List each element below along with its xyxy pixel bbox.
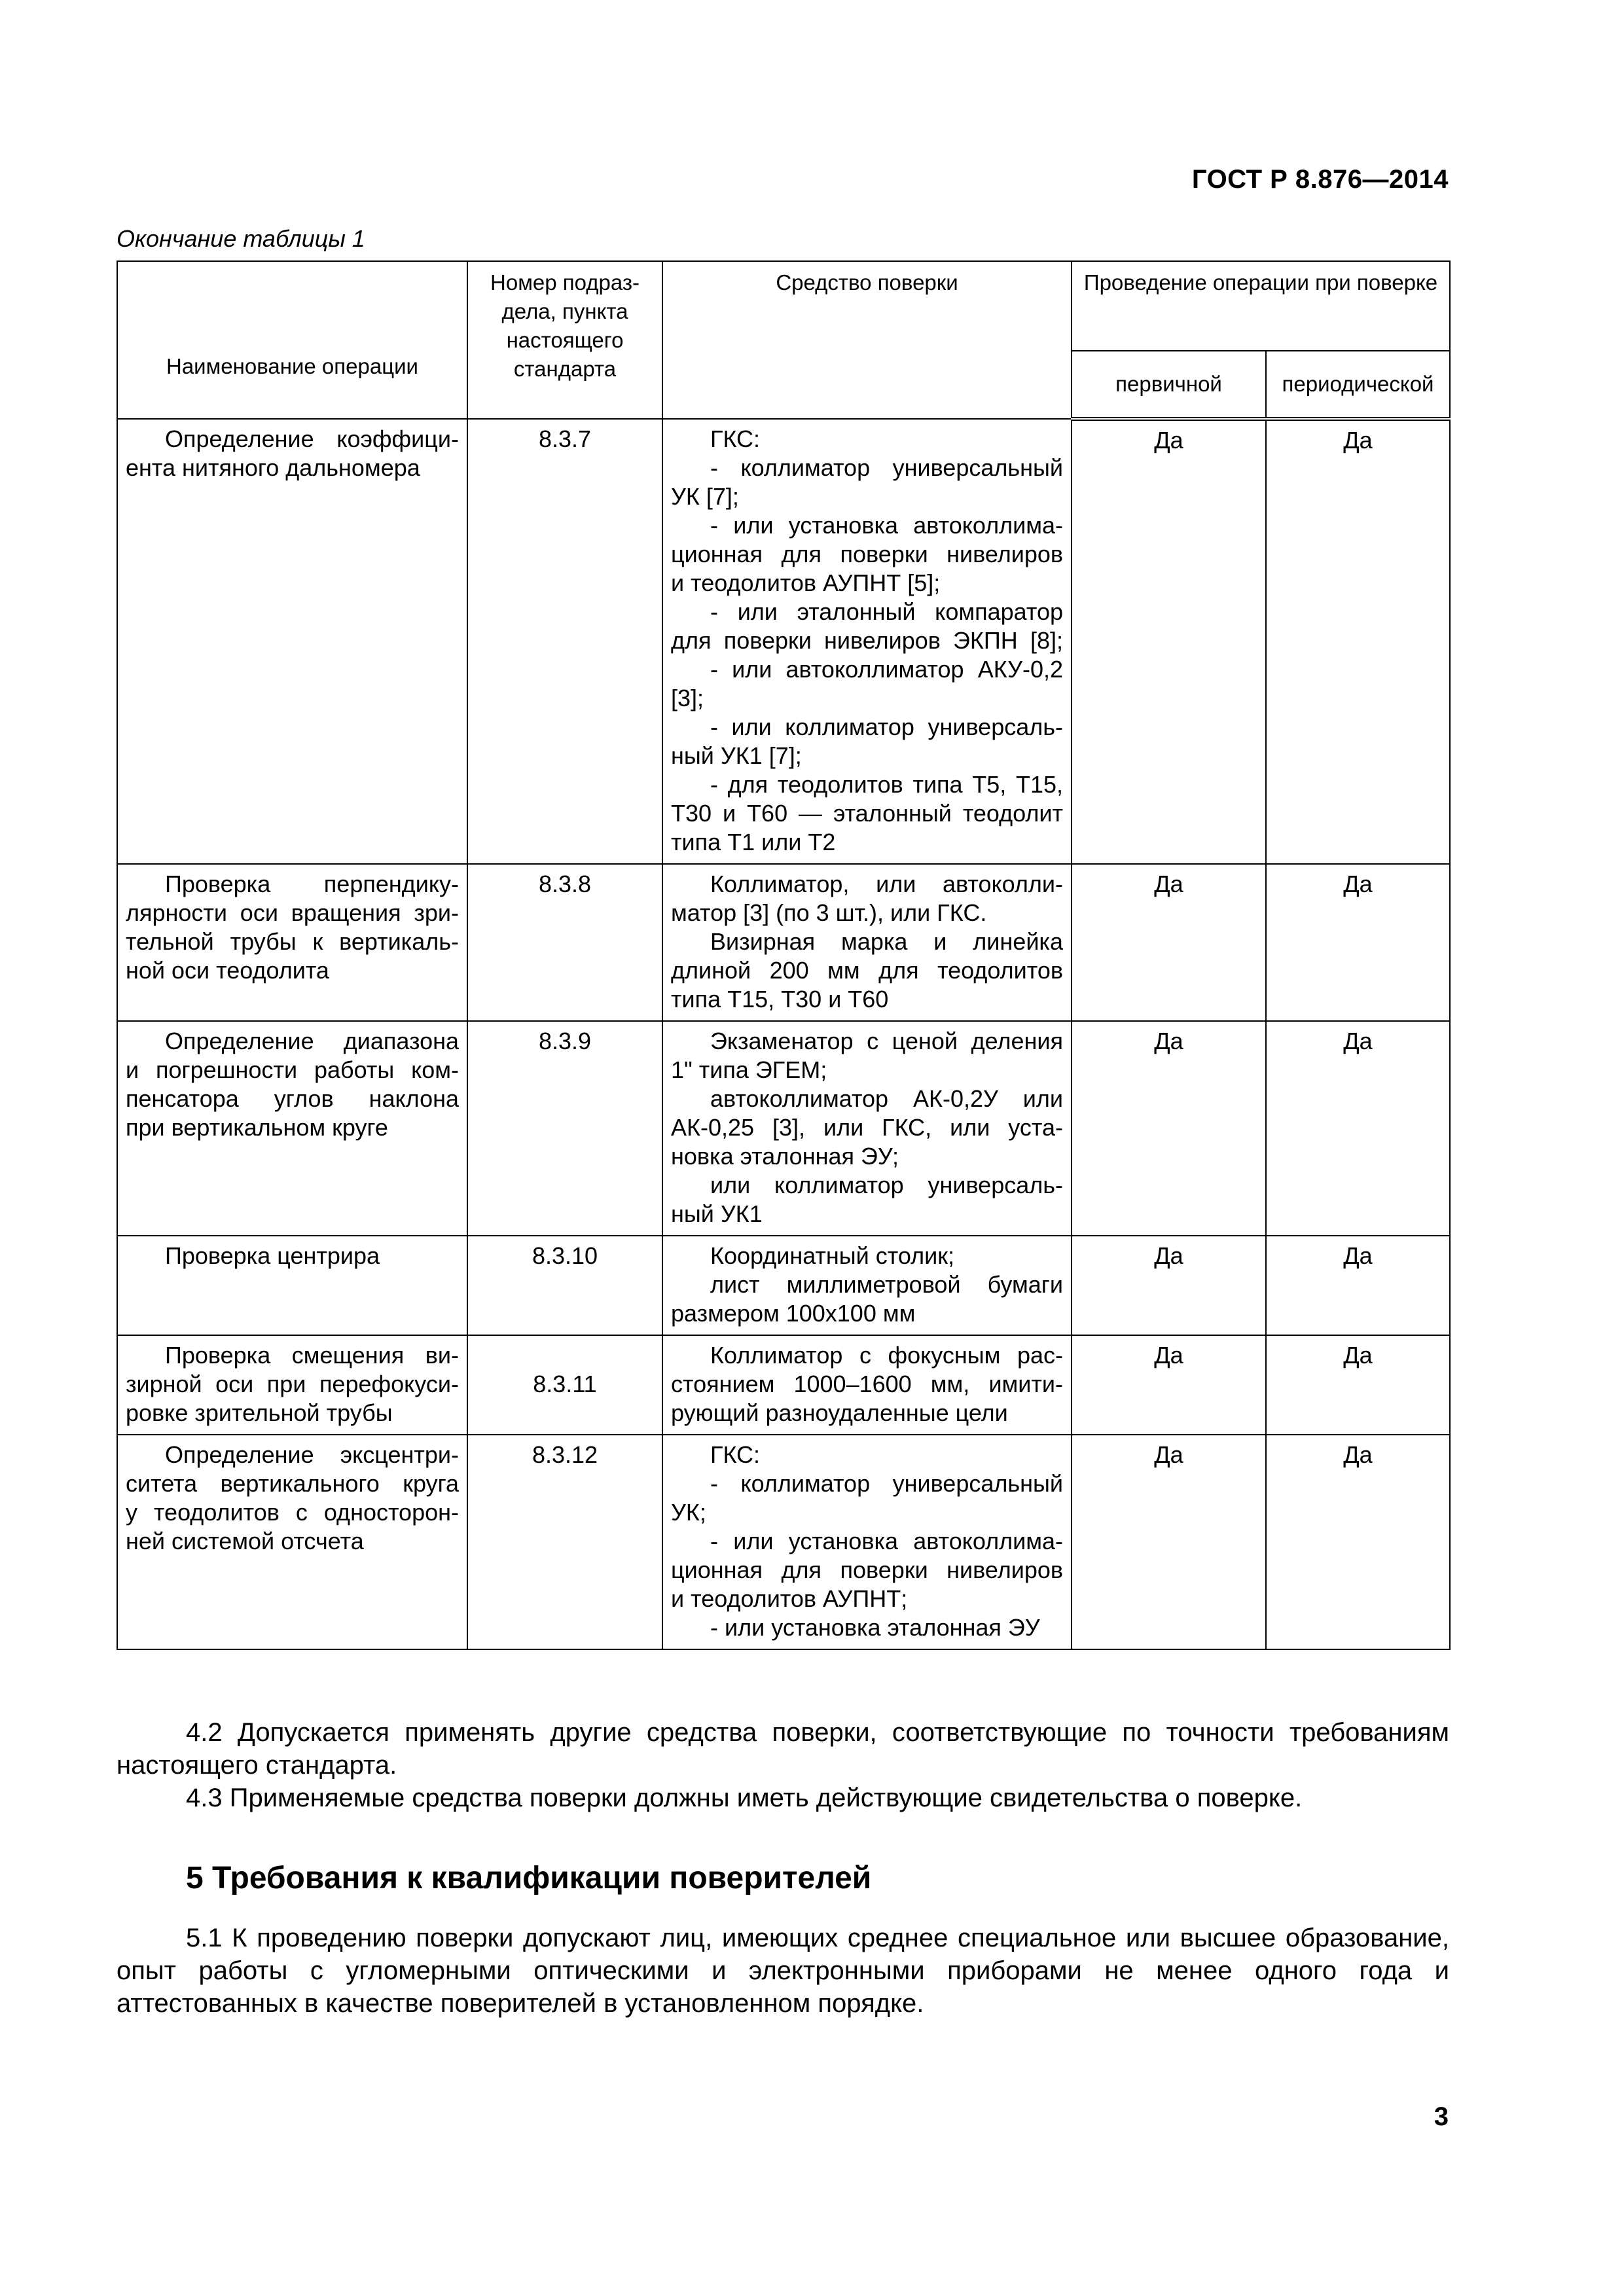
table-row: [117, 1236, 1450, 1335]
means-line: ционная для поверки нивелиров: [671, 1556, 1063, 1583]
means-line: автоколлиматор АК-0,2У или: [710, 1085, 1063, 1112]
means-line: - или установка эталонная ЭУ: [710, 1614, 1040, 1641]
verification-means-cell: [662, 1335, 1072, 1435]
means-line: - или эталонный компаратор: [710, 598, 1063, 625]
operation-name-cell: [117, 864, 467, 1021]
verification-operations-table: [117, 260, 1451, 1650]
means-line: и теодолитов АУПНТ;: [671, 1585, 908, 1612]
operation-name-line: ровке зрительной трубы: [126, 1399, 393, 1426]
verification-means-cell: [662, 419, 1072, 864]
means-line: ГКС:: [710, 425, 761, 452]
primary-cell: Да: [1072, 1236, 1266, 1335]
means-line: АК-0,25 [3], или ГКС, или уста-: [671, 1114, 1063, 1141]
periodic-cell: Да: [1266, 1335, 1450, 1435]
header-operation-name: Наименование операции: [117, 261, 467, 419]
means-line: размером 100х100 мм: [671, 1300, 916, 1327]
table-row: [117, 1021, 1450, 1236]
verification-means-cell: [662, 864, 1072, 1021]
means-line: - коллиматор универсальный: [710, 454, 1063, 481]
means-line: лист миллиметровой бумаги: [710, 1271, 1063, 1298]
paragraph-text: 4.2 Допускается применять другие средства поверки, соответствующие по точности требованиям настоящего стандарта.: [117, 1718, 1449, 1780]
means-line: Коллиматор, или автоколли-: [710, 870, 1063, 897]
header-periodic: периодической: [1266, 351, 1450, 419]
verification-means-cell: [662, 1435, 1072, 1649]
means-line: типа Т1 или Т2: [671, 829, 836, 855]
operation-name-line: Определение диапазона: [165, 1028, 459, 1054]
means-line: типа Т15, Т30 и Т60: [671, 986, 889, 1013]
section-number-cell: 8.3.10: [467, 1236, 662, 1335]
header-conduct: Проведение операции при поверке: [1072, 261, 1450, 351]
operation-name-line: Проверка центрира: [165, 1242, 380, 1269]
header-verification-means: Средство поверки: [662, 261, 1072, 419]
means-line: новка эталонная ЭУ;: [671, 1143, 899, 1170]
means-line: стоянием 1000–1600 мм, имити-: [671, 1371, 1063, 1397]
periodic-cell: Да: [1266, 419, 1450, 864]
operation-name-line: при вертикальном круге: [126, 1114, 388, 1141]
means-line: Координатный столик;: [710, 1242, 954, 1269]
section-number-cell: 8.3.11: [467, 1335, 662, 1435]
periodic-cell: Да: [1266, 1021, 1450, 1236]
means-line: [3];: [671, 685, 704, 711]
operation-name-line: ента нитяного дальномера: [126, 454, 420, 481]
means-line: УК [7];: [671, 483, 739, 510]
means-line: матор [3] (по 3 шт.), или ГКС.: [671, 899, 987, 926]
means-line: - коллиматор универсальный: [710, 1470, 1063, 1497]
operation-name-line: зирной оси при перефокуси-: [126, 1371, 459, 1397]
primary-cell: Да: [1072, 1435, 1266, 1649]
table-row: [117, 1335, 1450, 1435]
operation-name-line: ней системой отсчета: [126, 1528, 364, 1554]
verification-means-cell: [662, 1021, 1072, 1236]
means-line: - или автоколлиматор АКУ-0,2: [710, 656, 1063, 683]
means-line: - или коллиматор универсаль-: [710, 713, 1063, 740]
means-line: Т30 и Т60 — эталонный теодолит: [671, 800, 1063, 827]
means-line: и теодолитов АУПНТ [5];: [671, 569, 941, 596]
means-line: Визирная марка и линейка: [710, 928, 1063, 955]
means-line: Коллиматор с фокусным рас-: [710, 1342, 1063, 1369]
table-caption: Окончание таблицы 1: [117, 225, 365, 252]
primary-cell: Да: [1072, 864, 1266, 1021]
means-line: для поверки нивелиров ЭКПН [8];: [671, 627, 1063, 654]
means-line: Экзаменатор с ценой деления: [710, 1028, 1063, 1054]
operation-name-line: Проверка смещения ви-: [165, 1342, 459, 1369]
operation-name-line: ситета вертикального круга: [126, 1470, 459, 1497]
paragraph-text: 5.1 К проведению поверки допускают лиц, имеющих среднее специальное или высшее образование, опыт работы с угломерными оптическими и электронными приборами не менее одного года и аттестованных в качестве поверителей в установленном порядке.: [117, 1924, 1449, 2018]
section-number-cell: 8.3.12: [467, 1435, 662, 1649]
means-line: или коллиматор универсаль-: [710, 1172, 1063, 1198]
means-line: - или установка автоколлима-: [710, 512, 1063, 539]
primary-cell: Да: [1072, 1021, 1266, 1236]
means-line: рующий разноудаленные цели: [671, 1399, 1008, 1426]
means-line: 1" типа ЭГЕМ;: [671, 1056, 827, 1083]
means-line: ционная для поверки нивелиров: [671, 541, 1063, 567]
paragraph-4-2: [117, 1716, 1449, 1782]
table-row: [117, 419, 1450, 864]
operation-name-line: пенсатора углов наклона: [126, 1085, 459, 1112]
section-5-title: 5 Требования к квалификации поверителей: [186, 1861, 872, 1895]
header-primary: первичной: [1072, 351, 1266, 419]
primary-cell: Да: [1072, 419, 1266, 864]
primary-cell: Да: [1072, 1335, 1266, 1435]
operation-name-line: тельной трубы к вертикаль-: [126, 928, 459, 955]
table-row: [117, 864, 1450, 1021]
operation-name-line: Определение коэффици-: [165, 425, 459, 452]
verification-means-cell: [662, 1236, 1072, 1335]
paragraph-5-1: [117, 1922, 1449, 2020]
periodic-cell: Да: [1266, 1236, 1450, 1335]
operation-name-line: у теодолитов с односторон-: [126, 1499, 459, 1526]
means-line: ный УК1: [671, 1200, 763, 1227]
periodic-cell: Да: [1266, 864, 1450, 1021]
means-line: ный УК1 [7];: [671, 742, 802, 769]
header-section-number: Номер подраз-дела, пункта настоящего стандарта: [467, 261, 662, 419]
operation-name-line: Проверка перпендику-: [165, 870, 459, 897]
operation-name-line: и погрешности работы ком-: [126, 1056, 459, 1083]
means-line: - или установка автоколлима-: [710, 1528, 1063, 1554]
table-row: [117, 1435, 1450, 1649]
operation-name-cell: [117, 1435, 467, 1649]
operation-name-line: Определение эксцентри-: [165, 1441, 459, 1468]
page-number: 3: [1434, 2102, 1449, 2131]
document-code: ГОСТ Р 8.876—2014: [1191, 165, 1449, 194]
paragraph-4-3: [117, 1782, 1449, 1814]
operation-name-cell: [117, 1021, 467, 1236]
operation-name-cell: [117, 1335, 467, 1435]
periodic-cell: Да: [1266, 1435, 1450, 1649]
operation-name-cell: [117, 419, 467, 864]
section-number-cell: 8.3.8: [467, 864, 662, 1021]
section-number-cell: 8.3.9: [467, 1021, 662, 1236]
operation-name-line: лярности оси вращения зри-: [126, 899, 459, 926]
section-number-cell: 8.3.7: [467, 419, 662, 864]
means-line: длиной 200 мм для теодолитов: [671, 957, 1063, 984]
means-line: ГКС:: [710, 1441, 761, 1468]
means-line: УК;: [671, 1499, 706, 1526]
paragraph-text: 4.3 Применяемые средства поверки должны иметь действующие свидетельства о поверке.: [186, 1784, 1303, 1812]
operation-name-line: ной оси теодолита: [126, 957, 329, 984]
means-line: - для теодолитов типа Т5, Т15,: [710, 771, 1063, 798]
operation-name-cell: [117, 1236, 467, 1335]
